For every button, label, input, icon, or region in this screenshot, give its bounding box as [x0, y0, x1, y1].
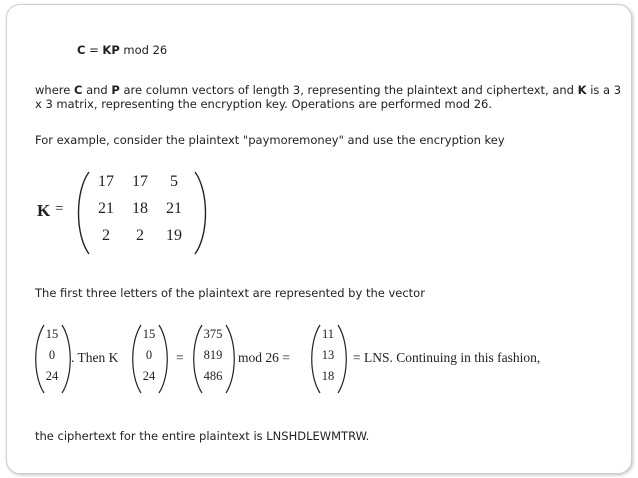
- vector-grid: [41, 327, 63, 390]
- vector-cipher: [311, 324, 347, 394]
- vector-equation: [35, 324, 635, 394]
- vector-grid: [317, 327, 339, 390]
- equals-sign: =: [176, 350, 184, 365]
- matrix-cell: 17: [98, 173, 114, 190]
- formula-c: C: [77, 43, 86, 57]
- vector-cell: 18: [321, 369, 335, 383]
- desc-k: K: [577, 83, 587, 97]
- slide: [6, 4, 632, 474]
- right-paren-icon: [193, 171, 207, 255]
- key-matrix-equals: =: [55, 201, 64, 217]
- vector-plain: [35, 324, 71, 394]
- right-paren-icon: [61, 324, 71, 394]
- mod-text: mod 26 =: [238, 350, 290, 365]
- desc-part: where: [35, 83, 74, 97]
- key-matrix-label: K: [37, 201, 51, 220]
- then-k-text: . Then K: [71, 350, 119, 365]
- vector-grid: [199, 327, 227, 390]
- vector-cell: 486: [203, 369, 223, 383]
- formula-kp: KP: [102, 43, 120, 57]
- matrix-cell: 21: [166, 200, 182, 217]
- matrix-cell: 18: [132, 200, 148, 217]
- vector-cell: 819: [203, 348, 223, 362]
- ciphertext-text: the ciphertext for the entire plaintext is LNSHDLEWMTRW.: [35, 429, 370, 443]
- vector-cell: 0: [145, 348, 153, 362]
- slide-content: [7, 5, 631, 473]
- vector-cell: 0: [48, 348, 56, 362]
- desc-p: P: [111, 83, 120, 97]
- vector-cell: 24: [45, 369, 59, 383]
- vector-cell: 375: [203, 327, 223, 341]
- right-paren-icon: [337, 324, 347, 394]
- desc-part: are column vectors of length 3, representing the plaintext and ciphertext, and: [119, 83, 578, 97]
- matrix-cell: 2: [102, 227, 110, 244]
- matrix-cell: 5: [170, 173, 178, 190]
- matrix-cell: 19: [166, 227, 182, 244]
- vector-cell: 15: [142, 327, 156, 341]
- desc-part: and: [82, 83, 112, 97]
- example-text: For example, consider the plaintext "paymoremoney" and use the encryption key: [35, 133, 505, 147]
- matrix-cell: 2: [136, 227, 144, 244]
- vector-cell: 11: [321, 327, 335, 341]
- formula: [77, 43, 167, 57]
- desc-c: C: [73, 83, 83, 97]
- result-text: = LNS. Continuing in this fashion,: [353, 350, 541, 365]
- vector-cell: 24: [142, 369, 156, 383]
- desc-part: is a 3 x 3 matrix, representing the encryption key. Operations are performed mod 26.: [35, 83, 622, 111]
- first-letters-text: The first three letters of the plaintext are represented by the vector: [35, 286, 425, 300]
- vector-cell: 13: [321, 348, 335, 362]
- vector-plain-2: [132, 324, 168, 394]
- matrix-cell: 21: [98, 200, 114, 217]
- formula-eq: =: [85, 43, 103, 57]
- description-paragraph: [35, 83, 625, 111]
- key-matrix-grid: [89, 173, 191, 254]
- matrix-cell: 17: [132, 173, 148, 190]
- formula-mod: mod 26: [119, 43, 168, 57]
- right-paren-icon: [158, 324, 168, 394]
- vector-cell: 15: [45, 327, 59, 341]
- vector-product: [193, 324, 233, 394]
- right-paren-icon: [225, 324, 235, 394]
- vector-grid: [138, 327, 160, 390]
